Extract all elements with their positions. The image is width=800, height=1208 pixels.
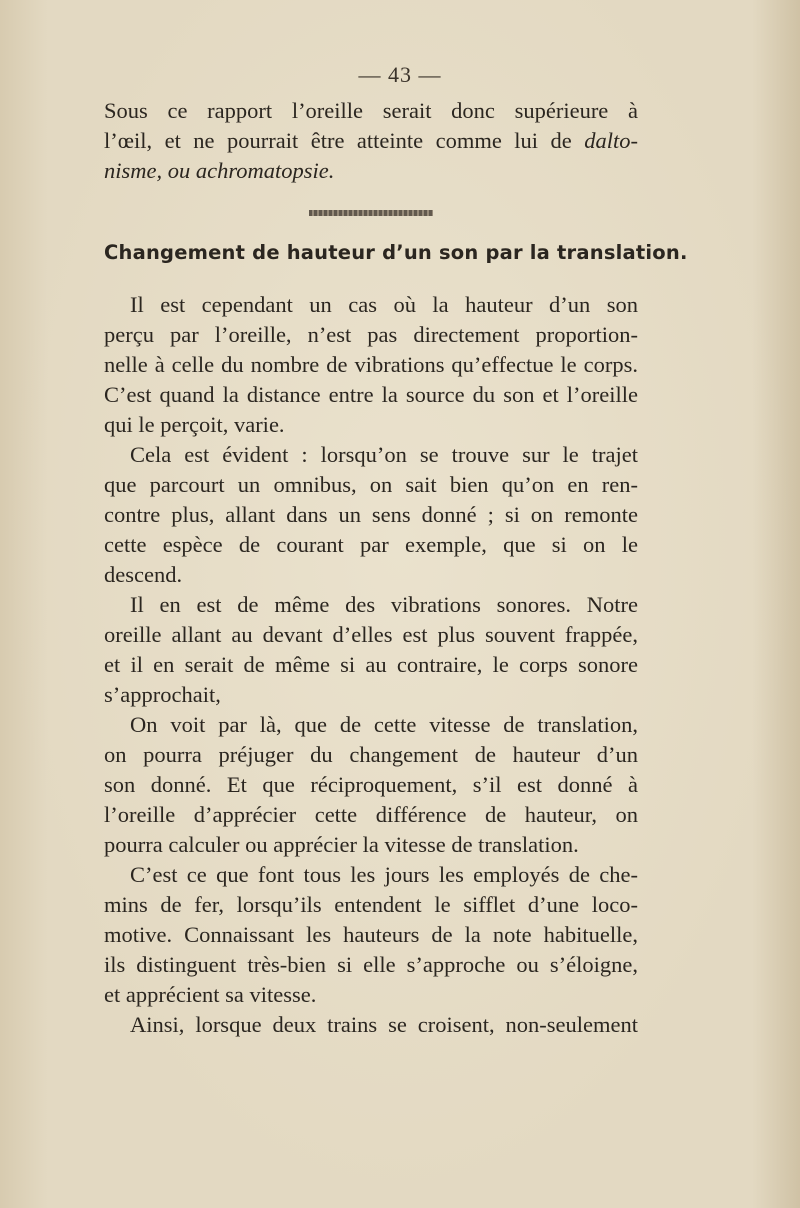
text-line: C’est quand la distance entre la source du son et l’oreille <box>104 382 638 407</box>
text-line: Cela est évident : lorsqu’on se trouve sur le trajet <box>130 442 638 467</box>
text-line: contre plus, allant dans un sens donné ; si on remonte <box>104 502 638 527</box>
text-line: et il en serait de même si au contraire, le corps sonore <box>104 652 638 677</box>
text-line: on pourra préjuger du changement de hauteur d’un <box>104 742 638 767</box>
text-line: et apprécient sa vitesse. <box>104 982 317 1007</box>
text-line: l’oreille d’apprécier cette différence de hauteur, on <box>104 802 638 827</box>
section-heading: Changement de hauteur d’un son par la translation. <box>104 241 688 264</box>
paragraph-6 <box>104 1010 638 1040</box>
text-line: mins de fer, lorsqu’ils entendent le sifflet d’une loco- <box>104 892 638 917</box>
text-line: ils distinguent très-bien si elle s’approche ou s’éloigne, <box>104 952 638 977</box>
intro-paragraph <box>104 96 638 186</box>
text-line: perçu par l’oreille, n’est pas directement proportion- <box>104 322 638 347</box>
divider-ornament <box>309 210 433 216</box>
text-line: oreille allant au devant d’elles est plus souvent frappée, <box>104 622 638 647</box>
paragraph-3 <box>104 590 638 710</box>
paragraph-2 <box>104 440 638 590</box>
text-line: s’approchait, <box>104 682 221 707</box>
text-line: Sous ce rapport l’oreille serait donc supérieure à <box>104 98 638 123</box>
paragraph-5 <box>104 860 638 1010</box>
page-number: — 43 — <box>358 62 442 87</box>
text-line: Il est cependant un cas où la hauteur d’un son <box>130 292 638 317</box>
text-line: pourra calculer ou apprécier la vitesse de translation. <box>104 832 579 857</box>
text-line: motive. Connaissant les hauteurs de la note habituelle, <box>104 922 638 947</box>
text-line: descend. <box>104 562 183 587</box>
text-column <box>104 96 688 1040</box>
text-line: cette espèce de courant par exemple, que si on le <box>104 532 638 557</box>
italic-term: dalto- <box>584 128 639 153</box>
text-line: C’est ce que font tous les jours les employés de che- <box>130 862 638 887</box>
paragraph-4 <box>104 710 638 860</box>
text-line: On voit par là, que de cette vitesse de translation, <box>130 712 638 737</box>
text-line: Il en est de même des vibrations sonores. Notre <box>130 592 638 617</box>
text-line: l’œil, et ne pourrait être atteinte comme lui de dalto- <box>104 128 639 153</box>
text-line: Ainsi, lorsque deux trains se croisent, non-seulement <box>130 1012 638 1037</box>
text-line: qui le perçoit, varie. <box>104 412 285 437</box>
text-line: nisme, ou achromatopsie. <box>104 158 335 183</box>
text-line: que parcourt un omnibus, on sait bien qu’on en ren- <box>104 472 638 497</box>
paragraph-1 <box>104 290 638 440</box>
text-line: nelle à celle du nombre de vibrations qu’effectue le corps. <box>104 352 638 377</box>
text-line: son donné. Et que réciproquement, s’il est donné à <box>104 772 638 797</box>
